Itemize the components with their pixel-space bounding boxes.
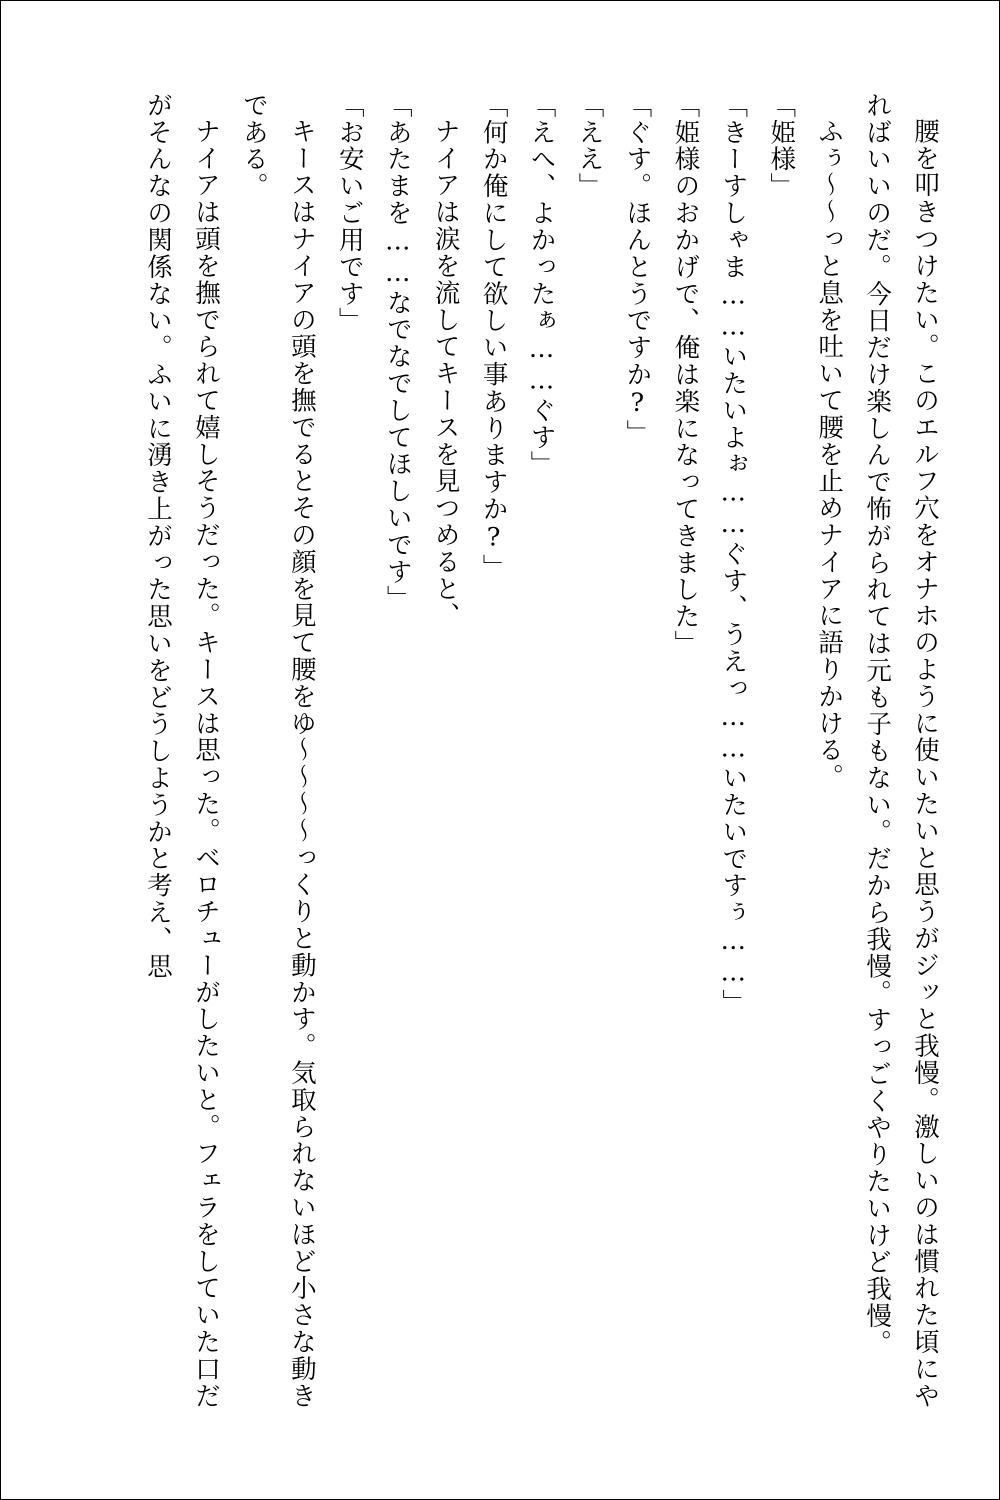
paragraph: 「姫様のおかげで、俺は楽になってきました」: [670, 92, 701, 657]
paragraph: ナイアは涙を流してキースを見つめると、: [430, 117, 461, 629]
paragraph: 腰を叩きつけたい。このエルフ穴をオナホのように使いたいと思うがジッと我慢。激しいのは慣れた頃にやればいいのだ。今日だけ楽しんで怖がられては元も子もない。だから我慢。すっごくやりたいけど我慢。: [862, 92, 940, 1409]
paragraph: 「えへ、よかったぁ……ぐす」: [526, 92, 557, 478]
paragraph: 「ええ」: [574, 92, 605, 200]
paragraph: 「あたまを……なでなでしてほしいです」: [382, 92, 413, 613]
paragraph: ふぅ～～っと息を吐いて腰を止めナイアに語りかける。: [814, 117, 845, 791]
paragraph: 「お安いご用です」: [334, 92, 365, 335]
paragraph: 「何か俺にして欲しい事ありますか?」: [478, 92, 509, 581]
paragraph: 「きーすしゃま……いたいよぉ……ぐす、うえっ……いたいですぅ……」: [718, 92, 749, 1016]
vertical-text-body: [60, 92, 948, 1424]
paragraph: 「姫様」: [766, 92, 797, 200]
paragraph: キースはナイアの頭を撫でるとその顔を見て腰をゆ～～～～っくりと動かす。気取られないほど小さな動きである。: [238, 92, 317, 1409]
paragraph: ナイアは頭を撫でられて嬉しそうだった。キースは思った。ベロチューがしたいと。フェラをしていた口だがそんなの関係ない。ふいに湧き上がった思いをどうしようかと考え、思: [143, 92, 221, 1409]
paragraph: 「ぐす。ほんとうですか?」: [622, 92, 653, 447]
